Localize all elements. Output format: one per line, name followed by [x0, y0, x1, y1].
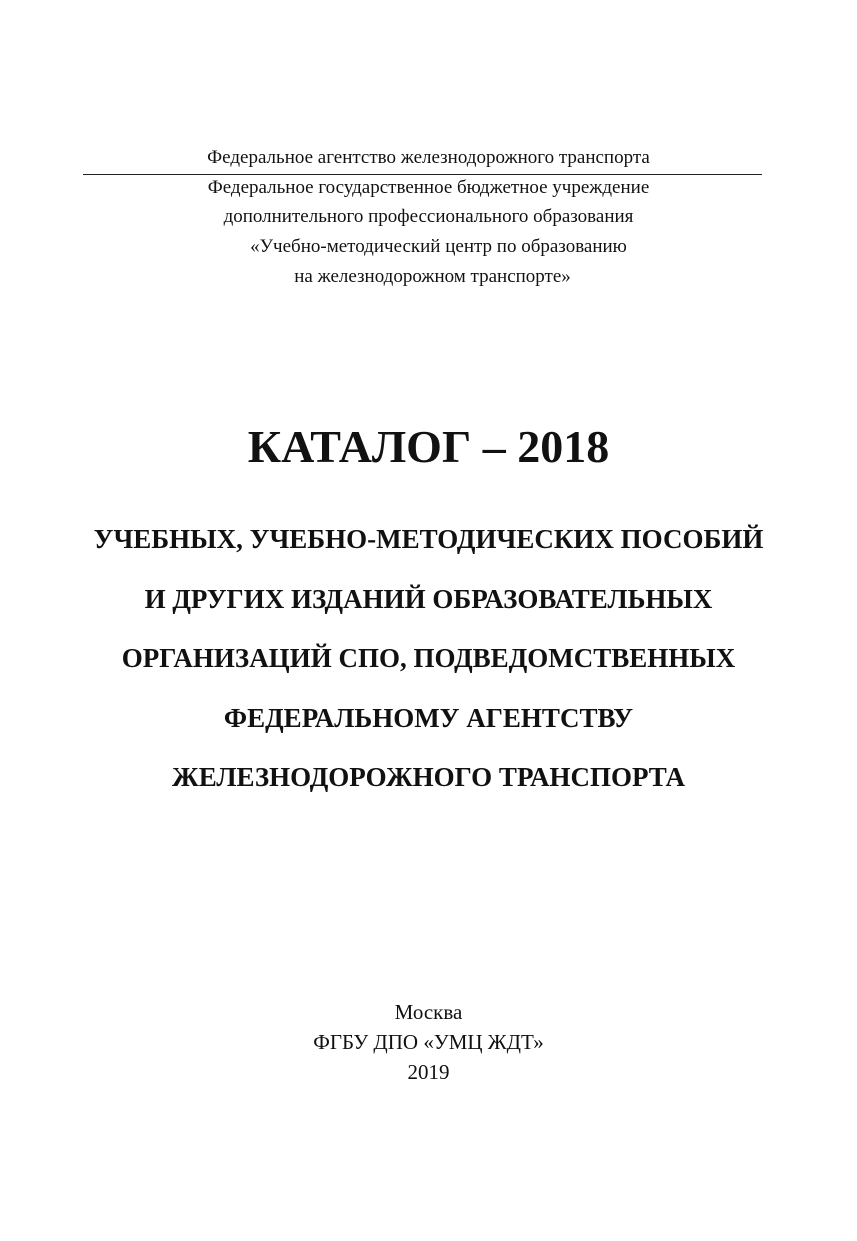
institution-line-3: «Учебно-методический центр по образованию	[250, 236, 627, 257]
institution-line-4: на железнодорожном транспорте»	[294, 266, 571, 287]
institution-line-1: Федеральное государственное бюджетное учреждение	[207, 177, 650, 198]
publication-year: 2019	[407, 1060, 450, 1084]
publisher-name: ФГБУ ДПО «УМЦ ЖДТ»	[313, 1030, 544, 1054]
subtitle-line-5: ЖЕЛЕЗНОДОРОЖНОГО ТРАНСПОРТА	[172, 762, 685, 792]
subtitle-line-3: ОРГАНИЗАЦИЙ СПО, ПОДВЕДОМСТВЕННЫХ	[121, 643, 736, 673]
institution-line-2: дополнительного профессионального образования	[223, 206, 634, 227]
subtitle-line-1: УЧЕБНЫХ, УЧЕБНО-МЕТОДИЧЕСКИХ ПОСОБИЙ	[93, 524, 764, 554]
header-divider	[83, 174, 762, 175]
catalog-title: КАТАЛОГ – 2018	[247, 421, 610, 472]
publication-city: Москва	[394, 1000, 463, 1024]
subtitle-line-4: ФЕДЕРАЛЬНОМУ АГЕНТСТВУ	[223, 703, 634, 733]
agency-name: Федеральное агентство железнодорожного транспорта	[207, 147, 650, 168]
subtitle-line-2: И ДРУГИХ ИЗДАНИЙ ОБРАЗОВАТЕЛЬНЫХ	[144, 584, 713, 614]
